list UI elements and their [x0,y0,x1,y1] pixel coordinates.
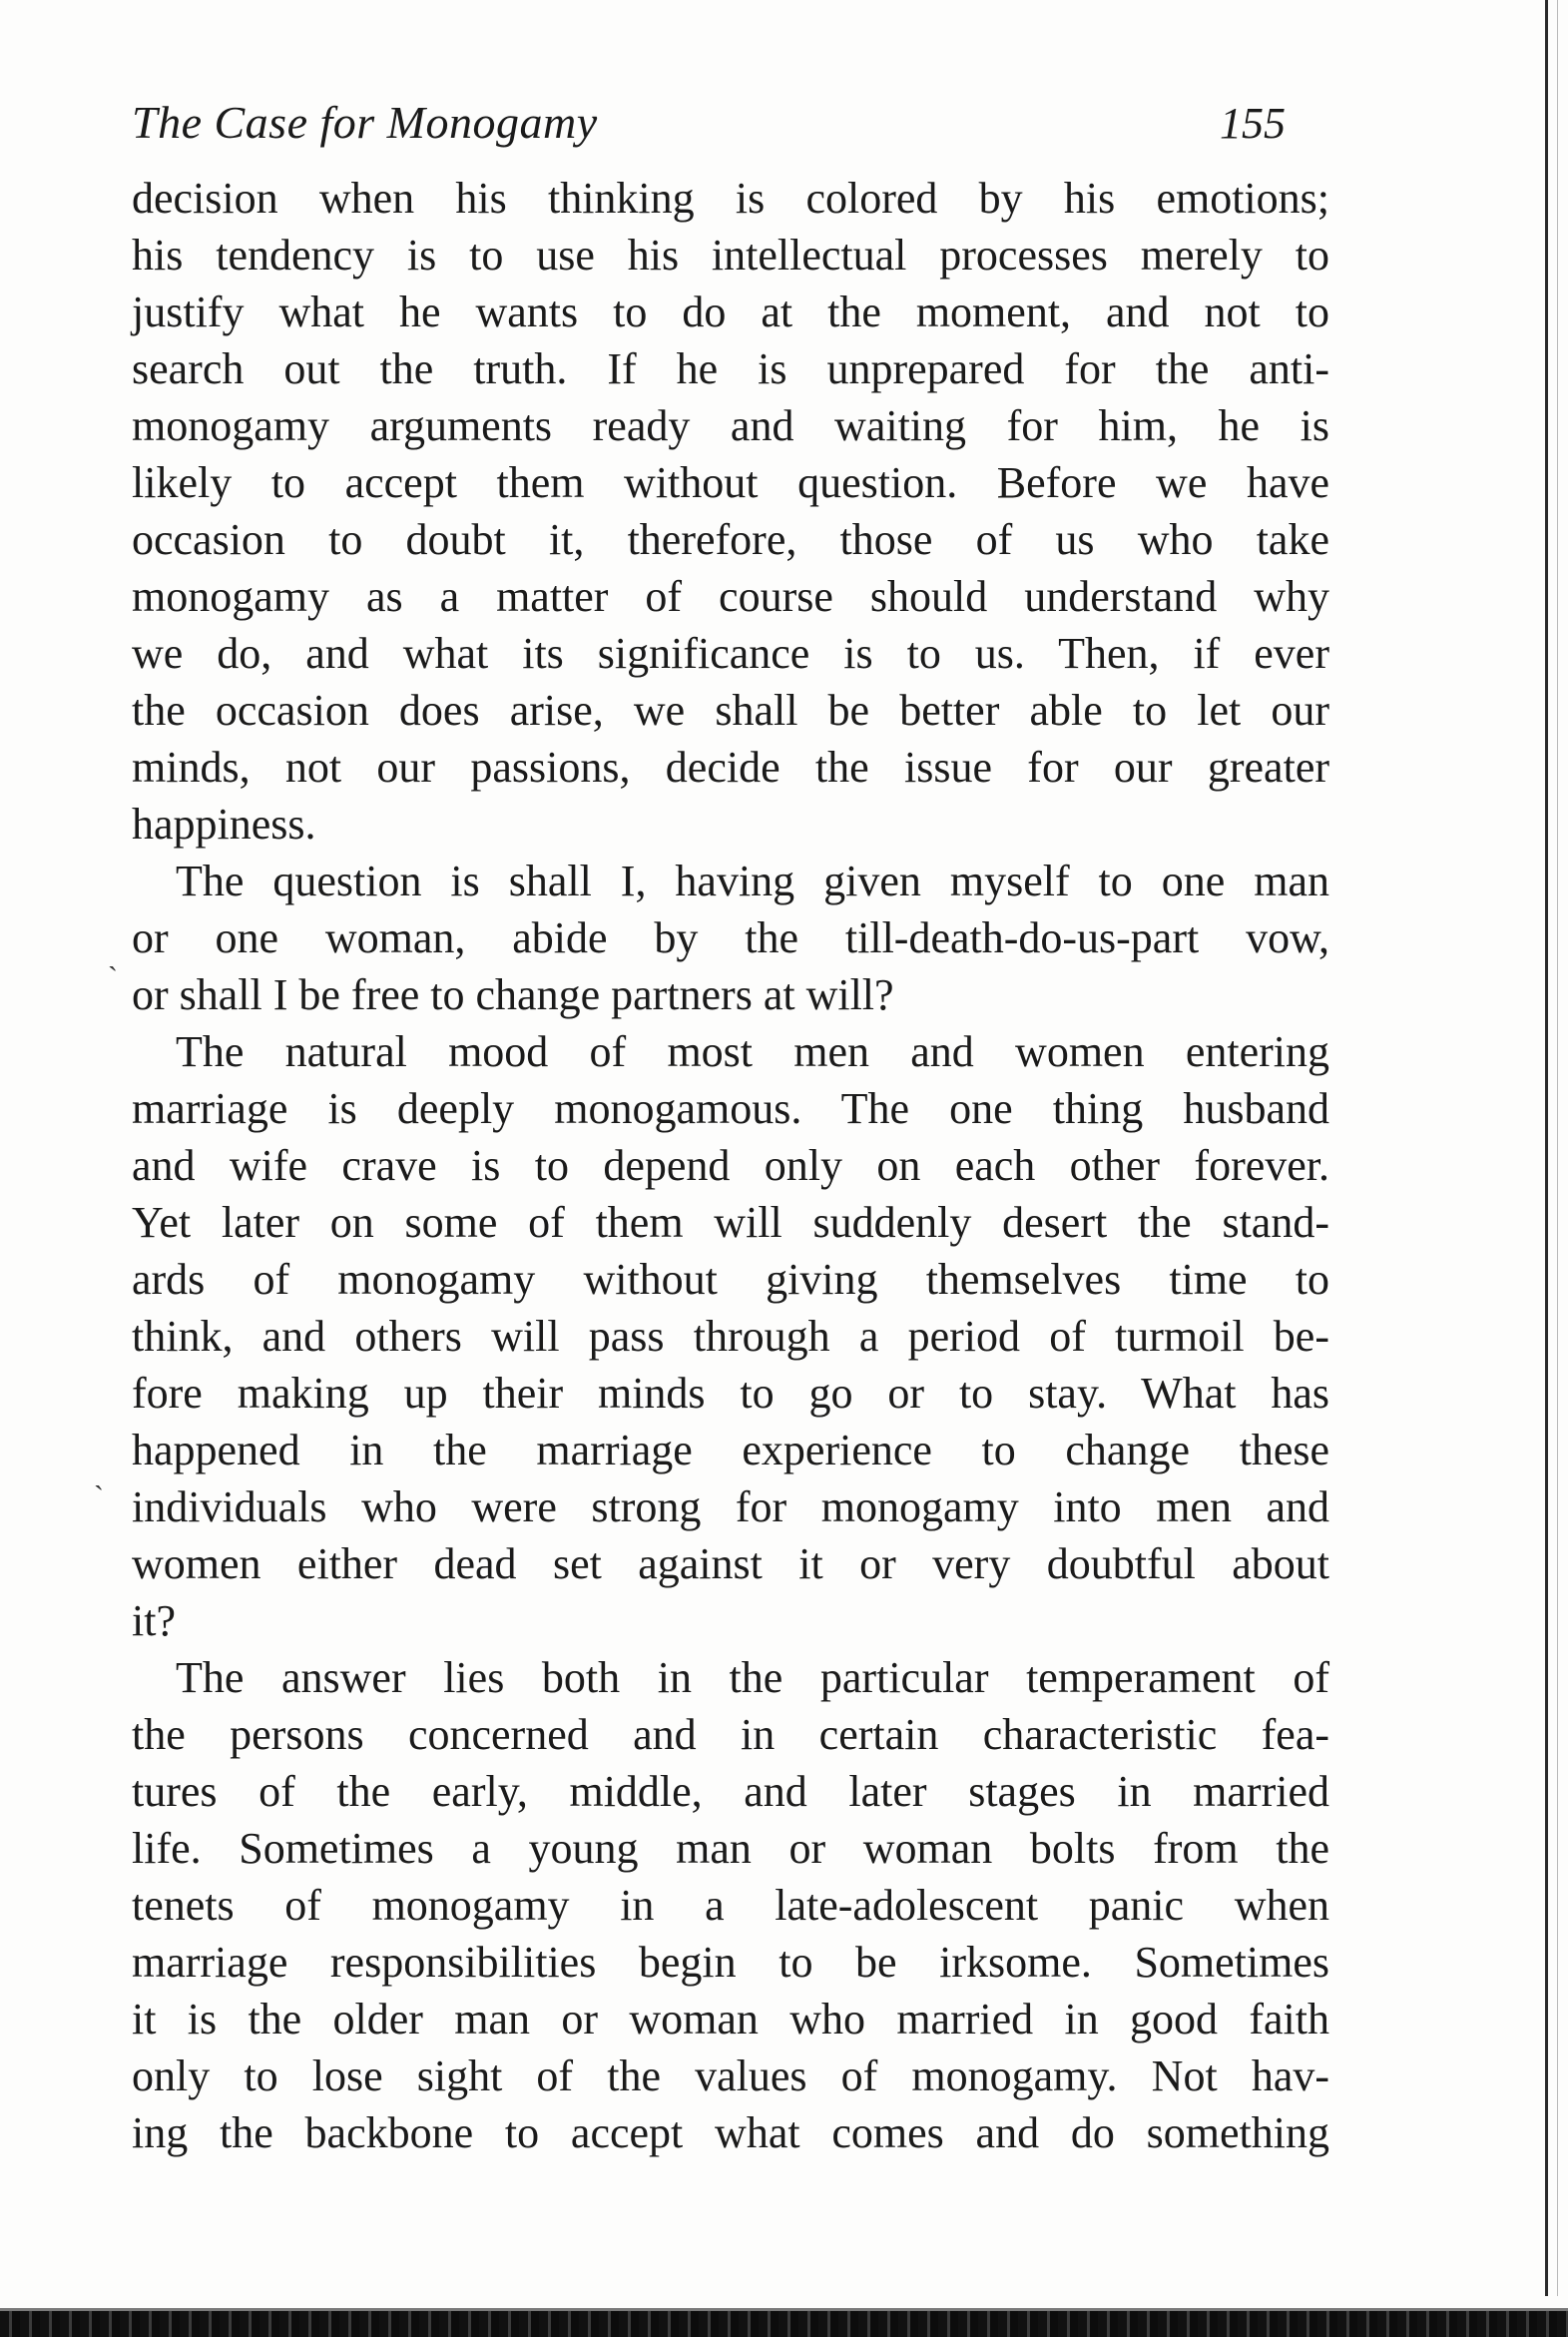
text-line: marriage is deeply monogamous. The one thing husband [132,1084,1329,1133]
text-line: minds, not our passions, decide the issue for our greater [132,743,1329,792]
text-line: fore making up their minds to go or to stay. What has [132,1369,1329,1418]
body-text [132,170,1329,2161]
text-line: only to lose sight of the values of monogamy. Not hav- [132,2051,1329,2100]
text-line: life. Sometimes a young man or woman bolts from the [132,1824,1329,1873]
stray-mark: ˏ [94,1458,104,1490]
text-line: Yet later on some of them will suddenly desert the stand- [132,1198,1329,1247]
text-line: The question is shall I, having given myself to one man [176,857,1329,905]
text-line: think, and others will pass through a period of turmoil be- [132,1312,1329,1361]
paragraph [132,1023,1329,1649]
text-line: tenets of monogamy in a late-adolescent panic when [132,1881,1329,1930]
text-line: decision when his thinking is colored by his emotions; [132,174,1329,223]
text-line: monogamy as a matter of course should understand why [132,572,1329,621]
text-line: or shall I be free to change partners at will? [132,970,894,1019]
text-line: the occasion does arise, we shall be better able to let our [132,686,1329,735]
paragraph [132,1649,1329,2161]
text-line: ing the backbone to accept what comes and do something [132,2108,1329,2157]
text-line: it is the older man or woman who married in good faith [132,1995,1329,2044]
text-line: or one woman, abide by the till-death-do-us-part vow, [132,913,1329,962]
text-line: marriage responsibilities begin to be irksome. Sometimes [132,1938,1329,1987]
scan-bottom-band [0,2311,1568,2337]
text-line: we do, and what its significance is to us. Then, if ever [132,629,1329,678]
running-head [132,96,1329,156]
stray-mark: ˏ [108,938,118,971]
page-spine-edge [1545,0,1548,2296]
text-line: happened in the marriage experience to change these [132,1426,1329,1474]
text-line: it? [132,1596,176,1645]
text-line: ards of monogamy without giving themselves time to [132,1255,1329,1304]
page-number: 155 [1220,99,1286,148]
text-line: women either dead set against it or very doubtful about [132,1539,1329,1588]
text-line: monogamy arguments ready and waiting for him, he is [132,401,1329,450]
text-line: happiness. [132,800,316,849]
text-line: the persons concerned and in certain characteristic fea- [132,1710,1329,1759]
text-line: individuals who were strong for monogamy into men and [132,1482,1329,1531]
paragraph [132,170,1329,853]
text-line: tures of the early, middle, and later stages in married [132,1767,1329,1816]
chapter-title: The Case for Monogamy [132,97,598,148]
paragraph [132,853,1329,1023]
text-line: The natural mood of most men and women entering [176,1027,1329,1076]
text-line: his tendency is to use his intellectual processes merely to [132,231,1329,280]
page-edge-shadow [1557,0,1558,2296]
text-line: likely to accept them without question. Before we have [132,458,1329,507]
text-line: and wife crave is to depend only on each other forever. [132,1141,1329,1190]
text-line: search out the truth. If he is unprepared for the anti- [132,344,1329,393]
text-line: The answer lies both in the particular temperament of [176,1653,1329,1702]
text-line: occasion to doubt it, therefore, those of us who take [132,515,1329,564]
text-line: justify what he wants to do at the moment, and not to [132,288,1329,336]
